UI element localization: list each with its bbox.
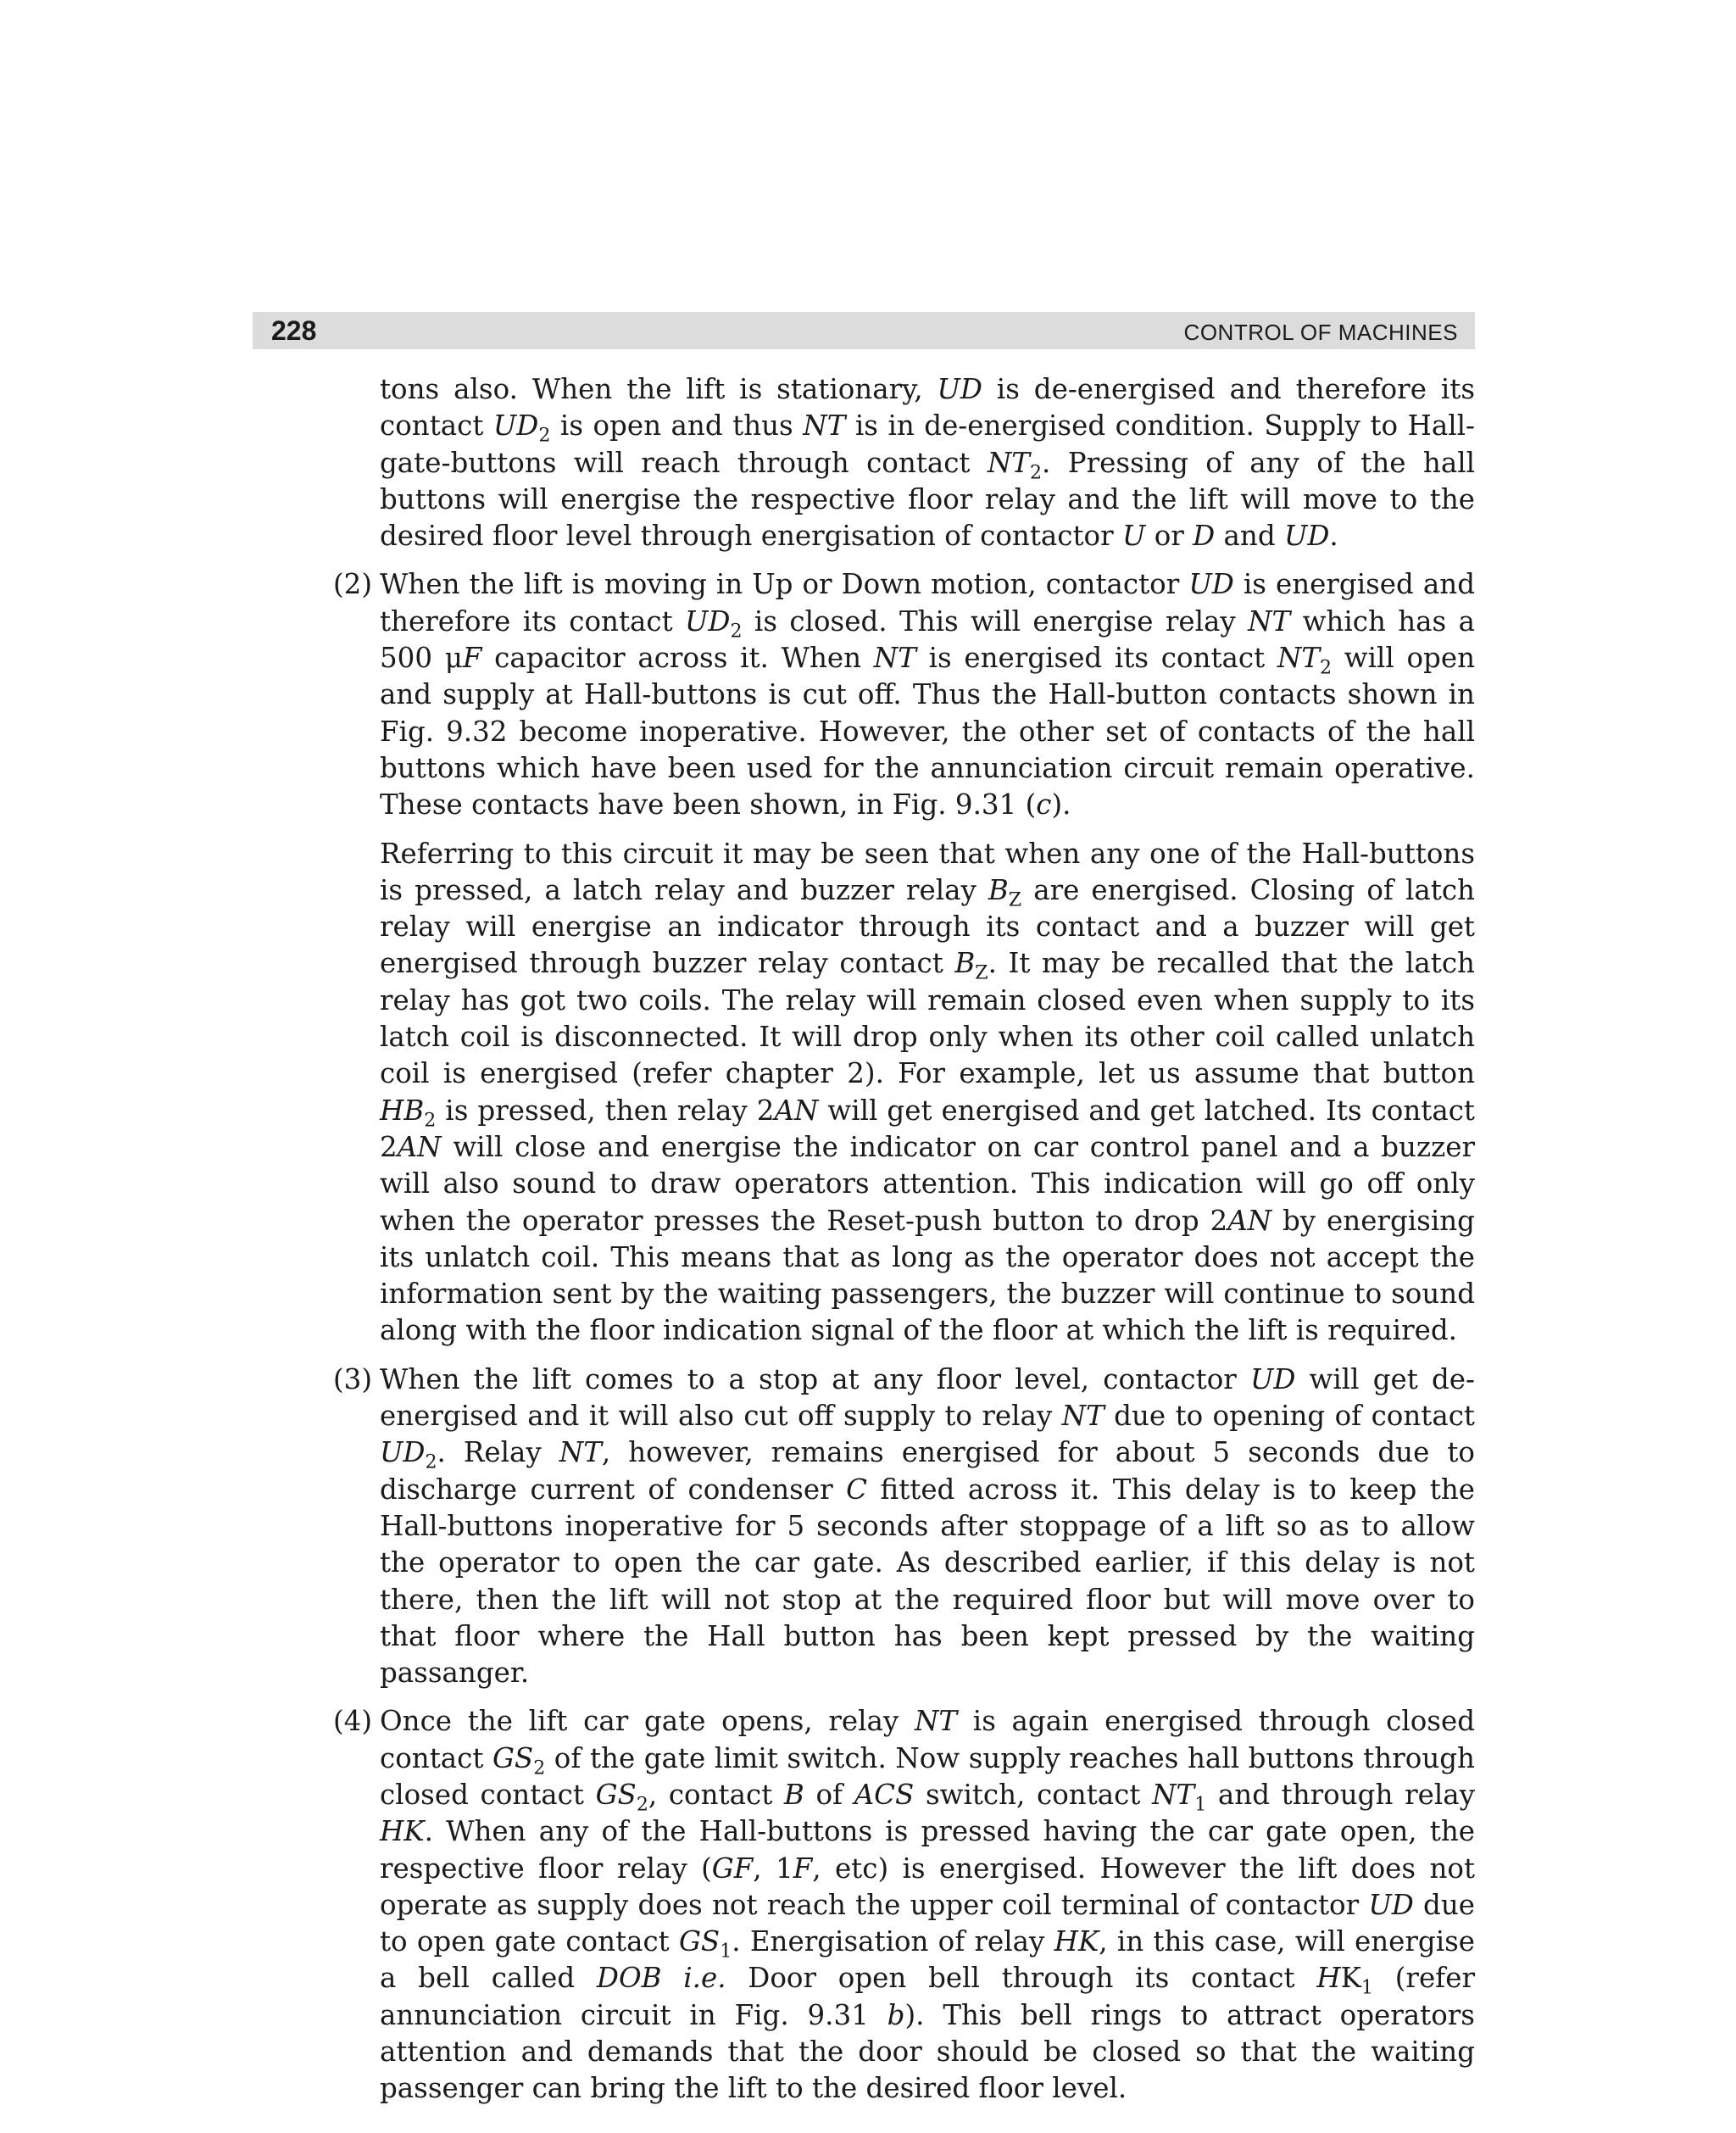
inline-symbol: $NT_2$: [987, 446, 1043, 484]
inline-symbol: AN: [774, 1094, 819, 1127]
inline-symbol: NT: [1248, 604, 1291, 638]
body-text: [333, 371, 1476, 2108]
inline-symbol: U: [1121, 520, 1146, 553]
inline-symbol: $GS_2$: [595, 1778, 648, 1816]
inline-symbol: H: [1316, 1962, 1341, 1995]
inline-symbol: $HB_2$: [380, 1094, 437, 1132]
inline-symbol: B: [783, 1778, 804, 1811]
item-number: (4): [333, 1705, 373, 1738]
inline-symbol: D: [1193, 520, 1216, 553]
inline-symbol: F: [462, 642, 482, 675]
item-paragraph: When the lift comes to a stop at any floor level, contactor UD will get de-energised and it will also cut off supply to relay NT due to opening of contact $UD_2$. Relay NT, however, remains energised for about 5 seconds due to discharge current of condenser C fitted across it. This delay is to keep the Hall-buttons inoperative for 5 seconds after stoppage of a lift so as to allow the operator to open the car gate. As described earlier, if this delay is not there, then the lift will not stop at the required floor but will move over to that floor where the Hall button has been kept pressed by the waiting passanger.: [380, 1362, 1475, 1690]
inline-symbol: $B_Z$: [988, 873, 1022, 911]
item-number: (3): [333, 1362, 373, 1395]
item-number: (2): [333, 568, 373, 601]
inline-symbol: $GS_1$: [678, 1925, 732, 1963]
list-item-3: [333, 1362, 1475, 1692]
intro-paragraph: tons also. When the lift is stationary, UD is de-energised and therefore its contact $UD_2$ is open and thus NT is in de-energised condition. Supply to Hall-gate-buttons will reach through contact $NT_2$. Pressing of any of the hall buttons will energise the respective floor relay and the lift will move to the desired floor level through energisation of contactor U or D and UD.: [380, 373, 1476, 553]
inline-symbol: UD: [1249, 1362, 1296, 1395]
inline-symbol: UD: [1188, 568, 1234, 601]
item-paragraph: When the lift is moving in Up or Down motion, contactor UD is energised and therefore its contact $UD_2$ is closed. This will energise relay NT which has a 500 μF capacitor across it. When NT is energised its contact $NT_2$ will open and supply at Hall-buttons is cut off. Thus the Hall-button contacts shown in Fig. 9.32 become inoperative. However, the other set of contacts of the hall buttons which have been used for the annunciation circuit remain operative. These contacts have been shown, in Fig. 9.31 (c).: [380, 568, 1476, 821]
inline-symbol: $UD_2$: [492, 409, 551, 448]
inline-symbol: AN: [1227, 1204, 1272, 1237]
inline-symbol: $UD_2$: [380, 1436, 437, 1474]
inline-symbol: $B_Z$: [954, 947, 988, 985]
page-number: 228: [271, 315, 317, 346]
inline-symbol: C: [846, 1473, 868, 1506]
inline-symbol: b: [887, 1998, 905, 2031]
running-head: [253, 312, 1475, 349]
inline-symbol: NT: [873, 642, 916, 675]
inline-symbol: UD: [937, 373, 982, 405]
inline-symbol: AN: [397, 1130, 442, 1163]
inline-symbol: DOB i.e.: [596, 1962, 726, 1995]
item-paragraph: Referring to this circuit it may be seen that when any one of the Hall-buttons is pressed, a latch relay and buzzer relay $B_Z$ are energised. Closing of latch relay will energise an indicator through its contact and a buzzer will get energised through buzzer relay contact $B_Z$. It may be recalled that the latch relay has got two coils. The relay will remain closed even when supply to its latch coil is disconnected. It will drop only when its other coil called unlatch coil is energised (refer chapter 2). For example, let us assume that button $HB_2$ is pressed, then relay 2AN will get energised and get latched. Its contact 2AN will close and energise the indicator on car control panel and a buzzer will also sound to draw operators attention. This indication will go off only when the operator presses the Reset-push button to drop 2AN by energising its unlatch coil. This means that as long as the operator does not accept the information sent by the waiting passengers, the buzzer will continue to sound along with the floor indication signal of the floor at which the lift is required.: [380, 837, 1475, 1347]
inline-symbol: UD: [1368, 1888, 1414, 1921]
inline-symbol: GF: [711, 1852, 754, 1885]
item-paragraph: Once the lift car gate opens, relay NT is again energised through closed contact $GS_2$ of the gate limit switch. Now supply reaches hall buttons through closed contact $GS_2$, contact B of ACS switch, contact $NT_1$ and through relay HK. When any of the Hall-buttons is pressed having the car gate open, the respective floor relay (GF, 1F, etc) is energised. However the lift does not operate as supply does not reach the upper coil terminal of contactor UD due to open gate contact $GS_1$. Energisation of relay HK, in this case, will energise a bell called DOB i.e. Door open bell through its contact $HK_1$ (refer annunciation circuit in Fig. 9.31 b). This bell rings to attract operators attention and demands that the door should be closed so that the waiting passenger can bring the lift to the desired floor level.: [380, 1705, 1476, 2105]
chapter-title: CONTROL OF MACHINES: [1183, 320, 1458, 345]
list-item-2: [333, 566, 1476, 1349]
inline-symbol: ACS: [854, 1778, 915, 1811]
inline-symbol: 1: [1360, 1977, 1373, 2000]
inline-symbol: NT: [803, 409, 846, 443]
inline-symbol: F: [793, 1852, 813, 1885]
inline-symbol: NT: [914, 1705, 958, 1738]
inline-symbol: $NT_2$: [1277, 642, 1333, 679]
inline-symbol: $NT_1$: [1152, 1778, 1207, 1816]
inline-symbol: HK: [380, 1815, 425, 1848]
inline-symbol: UD: [1283, 520, 1330, 553]
inline-symbol: HK: [1054, 1925, 1099, 1958]
inline-symbol: $UD_2$: [685, 604, 743, 643]
inline-symbol: NT: [559, 1436, 602, 1469]
inline-symbol: NT: [1061, 1400, 1104, 1433]
inline-symbol: c: [1036, 788, 1052, 821]
list-item-4: [333, 1703, 1476, 2107]
inline-symbol: $GS_2$: [492, 1741, 546, 1779]
